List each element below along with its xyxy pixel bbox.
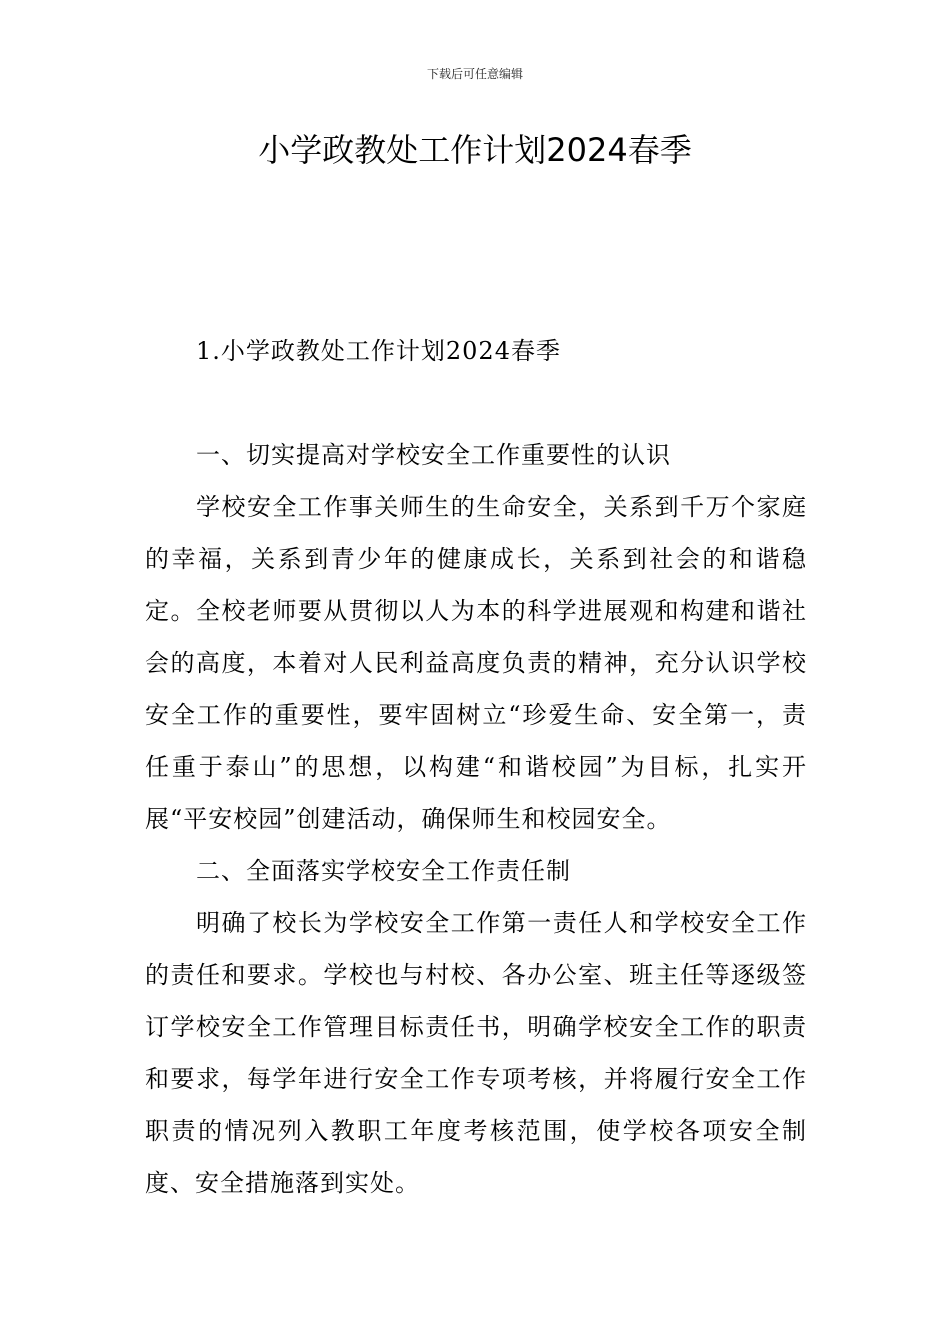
paragraph-2: 明确了校长为学校安全工作第一责任人和学校安全工作的责任和要求。学校也与村校、各办公室、班主任等逐级签订学校安全工作管理目标责任书，明确学校安全工作的职责和要求，每学年进行安全工作专项考核，并将履行安全工作职责的情况列入教职工年度考核范围，使学校各项安全制度、安全措施落到实处。: [145, 909, 807, 1197]
document-body: [145, 325, 807, 1209]
section-heading-1: 一、切实提高对学校安全工作重要性的认识: [196, 441, 671, 469]
document-subheading: 1.小学政教处工作计划2024春季: [196, 337, 561, 365]
paragraph-1: 学校安全工作事关师生的生命安全，关系到千万个家庭的幸福，关系到青少年的健康成长，关系到社会的和谐稳定。全校老师要从贯彻以人为本的科学进展观和构建和谐社会的高度，本着对人民利益高度负责的精神，充分认识学校安全工作的重要性，要牢固树立“珍爱生命、安全第一，责任重于泰山”的思想，以构建“和谐校园”为目标，扎实开展“平安校园”创建活动，确保师生和校园安全。: [145, 493, 807, 833]
document-title: 小学政教处工作计划2024春季: [258, 131, 692, 169]
header-note: 下载后可任意编辑: [426, 67, 523, 81]
section-heading-2: 二、全面落实学校安全工作责任制: [196, 857, 571, 885]
